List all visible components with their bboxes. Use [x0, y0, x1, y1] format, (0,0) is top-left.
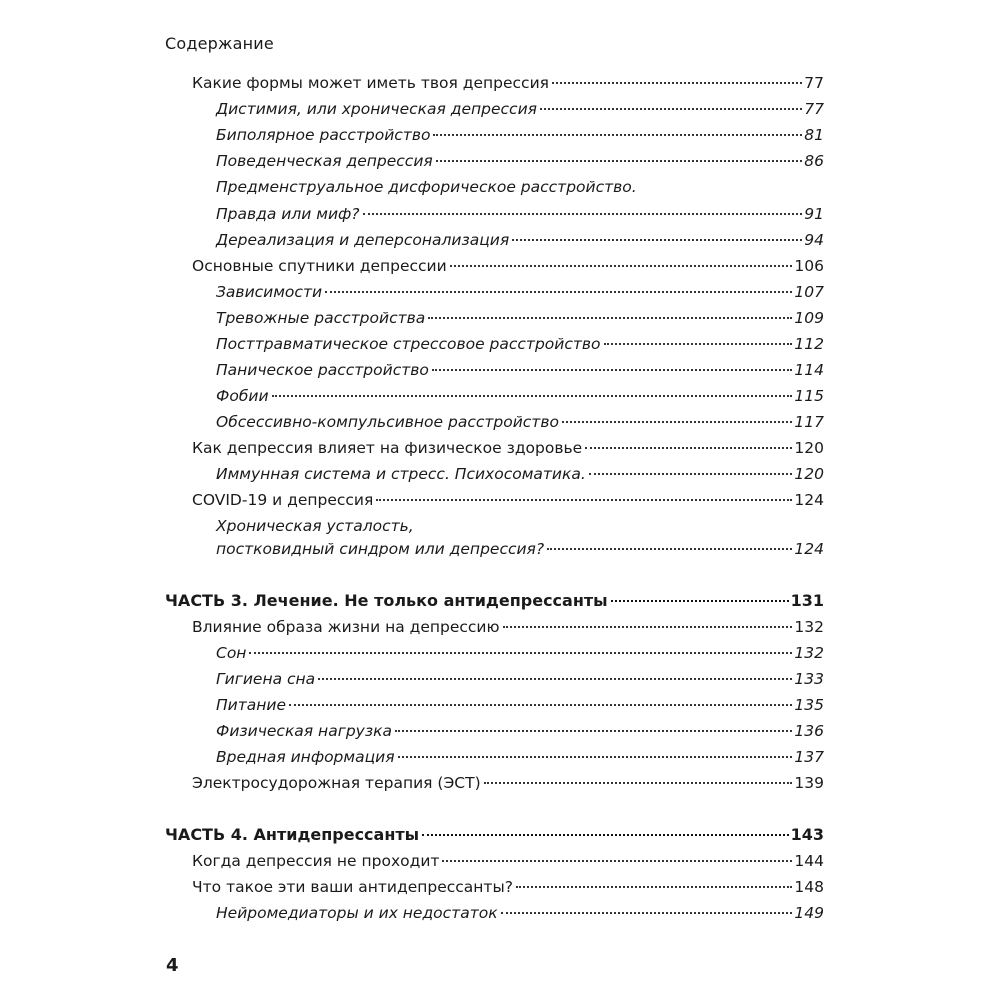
toc-subentry — [216, 331, 824, 355]
toc-entry-title: Влияние образа жизни на депрессию — [192, 617, 500, 636]
toc-entry — [192, 874, 824, 898]
toc-subentry — [216, 718, 824, 742]
toc-entry-page: 139 — [794, 773, 824, 792]
toc-subentry — [216, 122, 824, 146]
dot-leader — [516, 870, 792, 888]
dot-leader — [428, 301, 792, 319]
toc-subentry — [216, 666, 824, 690]
toc-entry-page: 132 — [794, 617, 824, 636]
toc-entry — [192, 70, 824, 94]
toc-entry-title: постковидный синдром или депрессия? — [216, 539, 545, 558]
toc-entry-page: 137 — [794, 747, 824, 766]
toc-entry-page: 77 — [804, 73, 824, 92]
dot-leader — [562, 405, 792, 423]
toc-entry-page: 135 — [794, 695, 824, 714]
toc-entry-title: Какие формы может иметь твоя депрессия — [192, 73, 549, 92]
toc-entry — [192, 614, 824, 638]
toc-subentry — [216, 201, 824, 225]
dot-leader — [272, 379, 793, 397]
toc-entry-title: Паническое расстройство — [216, 360, 429, 379]
toc-subentry — [216, 383, 824, 407]
toc-entry-title: Электросудорожная терапия (ЭСТ) — [192, 773, 481, 792]
dot-leader — [484, 766, 793, 784]
dot-leader — [585, 431, 792, 449]
toc-entry-title: Зависимости — [216, 282, 323, 301]
toc-subentry — [216, 461, 824, 485]
toc-entry-title: Вредная информация — [216, 747, 395, 766]
toc-subentry — [216, 305, 824, 329]
running-header: Содержание — [165, 34, 274, 53]
toc-subentry — [216, 900, 824, 924]
toc-entry-page: 77 — [804, 99, 824, 118]
dot-leader — [395, 714, 792, 732]
toc-subentry — [216, 357, 824, 381]
dot-leader — [512, 223, 802, 241]
toc-entry-page: 107 — [794, 282, 824, 301]
toc-subentry — [216, 640, 824, 664]
dot-leader — [547, 532, 792, 550]
toc-entry-title: Питание — [216, 695, 286, 714]
dot-leader — [442, 844, 792, 862]
toc-subentry — [216, 536, 824, 560]
dot-leader — [422, 818, 788, 836]
toc-entry-title: ЧАСТЬ 4. Антидепрессанты — [165, 825, 420, 844]
toc-entry-page: 112 — [794, 334, 824, 353]
toc-entry-title: Тревожные расстройства — [216, 308, 426, 327]
dot-leader — [376, 483, 792, 501]
toc-entry-page: 117 — [794, 412, 824, 431]
toc-entry — [192, 487, 824, 511]
toc-subentry — [216, 279, 824, 303]
toc-entry-title: Посттравматическое стрессовое расстройство — [216, 334, 601, 353]
toc-entry-page: 91 — [804, 204, 824, 223]
toc-entry-title: Как депрессия влияет на физическое здоровье — [192, 438, 583, 457]
toc-entry-page: 94 — [804, 230, 824, 249]
toc-entry — [192, 435, 824, 459]
dot-leader — [318, 662, 792, 680]
toc-part-heading — [165, 822, 824, 846]
dot-leader — [501, 896, 793, 914]
toc-entry-page: 109 — [794, 308, 824, 327]
toc-entry-title: Физическая нагрузка — [216, 721, 392, 740]
toc-entry-title: Иммунная система и стресс. Психосоматика. — [216, 464, 586, 483]
dot-leader — [249, 636, 792, 654]
toc-entry-title: Дереализация и деперсонализация — [216, 230, 510, 249]
toc-entry-page: 136 — [794, 721, 824, 740]
toc-entry-title: Основные спутники депрессии — [192, 256, 447, 275]
toc-entry — [192, 253, 824, 277]
toc-subentry — [216, 227, 824, 251]
toc-subentry — [216, 409, 824, 433]
dot-leader — [589, 457, 793, 475]
toc-entry-title: Сон — [216, 643, 247, 662]
dot-leader — [398, 740, 793, 758]
toc-part-heading — [165, 588, 824, 612]
toc-entry-page: 149 — [794, 903, 824, 922]
dot-leader — [432, 353, 793, 371]
dot-leader — [450, 249, 793, 267]
toc-subentry — [216, 744, 824, 768]
toc-entry-page: 81 — [804, 125, 824, 144]
dot-leader — [540, 92, 802, 110]
dot-leader — [611, 584, 789, 602]
toc-entry-title: Фобии — [216, 386, 269, 405]
toc-subentry-line1: Хроническая усталость, — [216, 517, 414, 535]
toc-subentry — [216, 148, 824, 172]
toc-entry — [192, 770, 824, 794]
toc-entry-title: ЧАСТЬ 3. Лечение. Не только антидепрессанты — [165, 591, 608, 610]
toc-entry-title: Биполярное расстройство — [216, 125, 431, 144]
dot-leader — [604, 327, 793, 345]
toc-entry-title: COVID-19 и депрессия — [192, 490, 374, 509]
toc-entry-page: 124 — [794, 490, 824, 509]
toc-entry-page: 114 — [794, 360, 824, 379]
dot-leader — [433, 118, 802, 136]
toc-entry-title: Обсессивно-компульсивное расстройство — [216, 412, 559, 431]
dot-leader — [363, 197, 803, 215]
toc-subentry — [216, 692, 824, 716]
toc-entry-page: 143 — [790, 825, 824, 844]
toc-entry-page: 86 — [804, 151, 824, 170]
toc-entry-page: 131 — [790, 591, 824, 610]
dot-leader — [289, 688, 792, 706]
dot-leader — [552, 66, 802, 84]
toc-subentry-line1: Предменструальное дисфорическое расстройство. — [216, 178, 637, 196]
toc-entry-page: 124 — [794, 539, 824, 558]
toc-entry-title: Когда депрессия не проходит — [192, 851, 440, 870]
toc-entry-page: 148 — [794, 877, 824, 896]
toc-entry-title: Правда или миф? — [216, 204, 360, 223]
page-number: 4 — [166, 955, 179, 976]
toc-entry-title: Гигиена сна — [216, 669, 316, 688]
toc-entry-title: Нейромедиаторы и их недостаток — [216, 903, 498, 922]
dot-leader — [503, 610, 793, 628]
toc-entry-page: 106 — [794, 256, 824, 275]
toc-entry-page: 120 — [794, 464, 824, 483]
toc-entry-title: Дистимия, или хроническая депрессия — [216, 99, 537, 118]
toc-subentry — [216, 96, 824, 120]
toc-entry-page: 133 — [794, 669, 824, 688]
toc-entry — [192, 848, 824, 872]
toc-entry-title: Поведенческая депрессия — [216, 151, 433, 170]
dot-leader — [325, 275, 792, 293]
toc-entry-page: 144 — [794, 851, 824, 870]
toc-entry-page: 120 — [794, 438, 824, 457]
toc-entry-page: 132 — [794, 643, 824, 662]
dot-leader — [436, 144, 803, 162]
toc-entry-page: 115 — [794, 386, 824, 405]
toc-entry-title: Что такое эти ваши антидепрессанты? — [192, 877, 513, 896]
